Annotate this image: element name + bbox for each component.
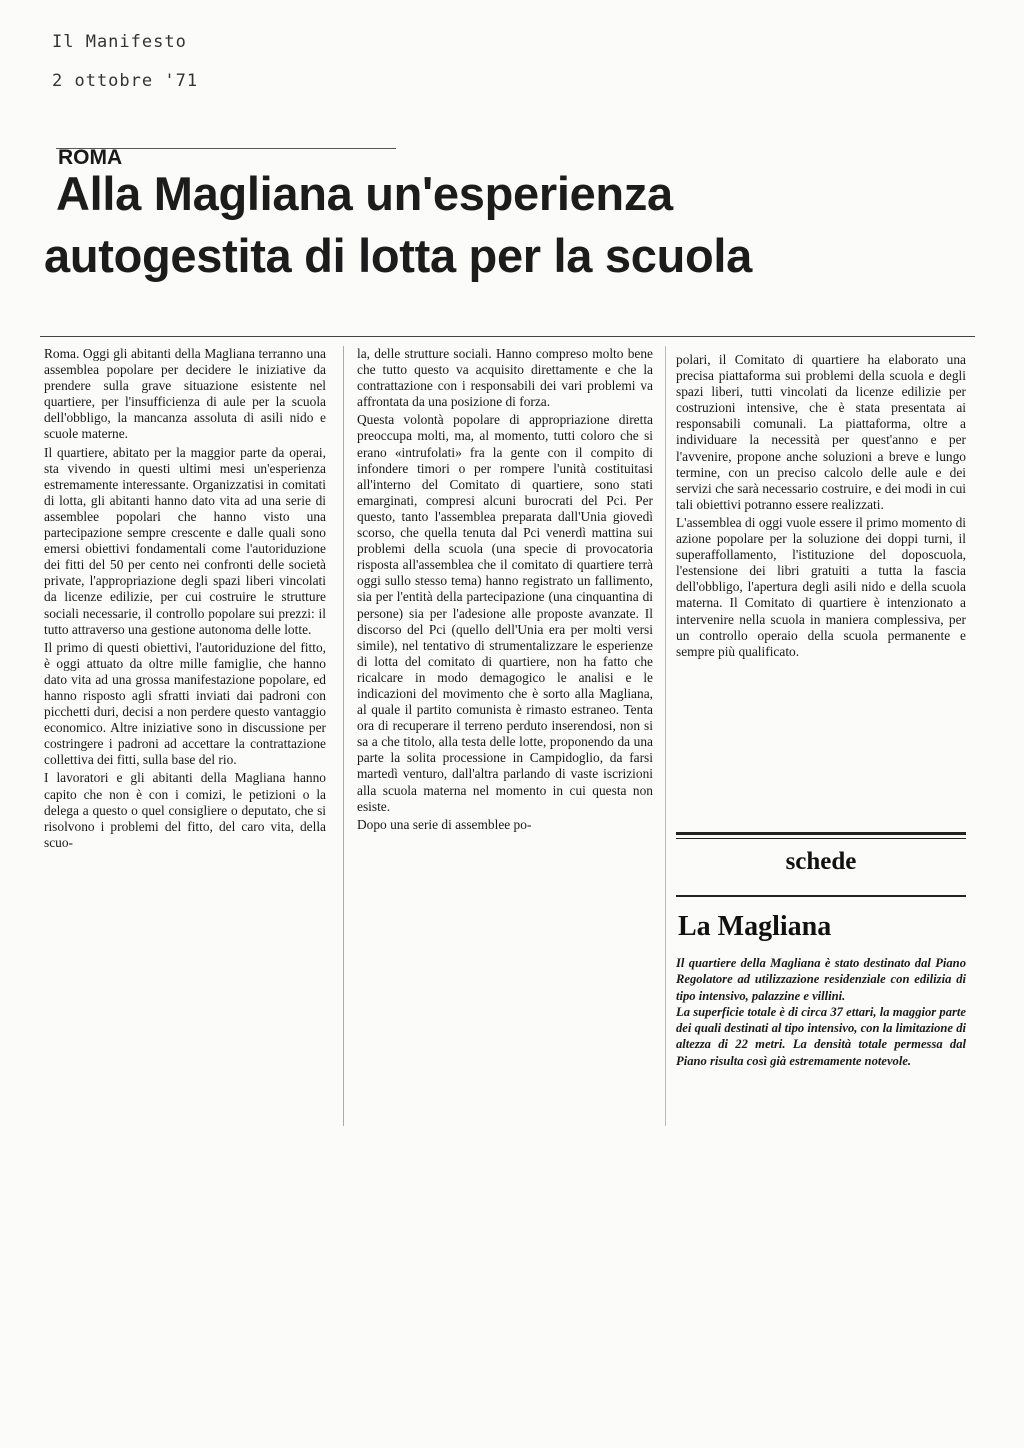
paragraph: Il quartiere, abitato per la maggior parte da operai, sta vivendo in questi ultimi mesi un'esperienza estremamente interessante. Organizzatisi in comitati di lotta, gli abitanti hanno dato vita ad una serie di assemblee popolari che hanno visto una partecipazione sempre crescente e dalle quali sono emersi obiettivi fondamentali come l'autoriduzione dei fitti del 50 per cento nei confronti delle società private, l'appropriazione degli spazi liberi vincolati da licenze edilizie, per cui costruire le strutture sociali necessarie, il controllo popolare sui prezzi: il tutto attraverso una gestione autonoma delle lotte. xyxy=(44,444,326,637)
column-divider xyxy=(665,346,666,1126)
section-label: ROMA xyxy=(58,146,123,169)
paragraph: Dopo una serie di assemblee po- xyxy=(357,816,532,832)
headline-line-2: autogestita di lotta per la scuola xyxy=(44,229,752,282)
paragraph: polari, il Comitato di quartiere ha elaborato una precisa piattaforma sui problemi della scuola e degli spazi liberi, tutti vincolati da licenze edilizie per costruzioni intensive, che è stata presentata ai responsabili comunali. La piattaforma, oltre a individuare la necessità per quest'anno e per l'avvenire, propone anche soluzioni a breve e lungo termine, con un preciso calcolo delle aule e dei servizi che sarà necessario costruire, e dei modi in cui tali obiettivi potranno essere realizzati. xyxy=(676,352,966,512)
clipping-date: 2 ottobre '71 xyxy=(52,71,199,91)
newspaper-name: Il Manifesto xyxy=(52,32,187,52)
article-column-2 xyxy=(357,346,653,835)
sidebar-rule-bottom xyxy=(676,895,966,897)
sidebar-paragraph: Il quartiere della Magliana è stato destinato dal Piano Regolatore ad utilizzazione residenziale con edilizia di tipo intensivo, palazzine e villini. xyxy=(676,956,966,1003)
article-column-1 xyxy=(44,346,326,853)
sidebar-label: schede xyxy=(785,848,857,875)
sidebar-title: La Magliana xyxy=(678,911,832,942)
headline-line-1: Alla Magliana un'esperienza xyxy=(56,167,673,220)
sidebar-text xyxy=(676,955,966,1069)
paragraph: L'assemblea di oggi vuole essere il primo momento di azione popolare per la soluzione dei doppi turni, il superaffollamento, l'istituzione del doposcuola, l'estensione dei libri gratuiti a tutta la fascia dell'obbligo, l'apertura degli asili nido e della scuola materna. Il Comitato di quartiere è intenzionato a intervenire nella scuola in maniera complessiva, per un controllo operaio della scuola permanente e sempre più qualificato. xyxy=(676,514,966,659)
paragraph: I lavoratori e gli abitanti della Magliana hanno capito che non è con i comizi, le petizioni o la delega a questo o quel consigliere o deputato, che si risolvono i problemi del fitto, del caro vita, della scuo- xyxy=(44,770,326,850)
paragraph: Il primo di questi obiettivi, l'autoriduzione del fitto, è oggi attuato da oltre mille famiglie, che hanno dato vita ad una grossa manifestazione popolare, ed hanno risposto agli sfratti inviati dai padroni con picchetti duri, decisi a non perdere questo vantaggio economico. Altre iniziative sono in discussione per costringere i padroni ad accettare la contrattazione collettiva dei fitti, sulla base del rio. xyxy=(44,639,326,768)
article-column-3 xyxy=(676,352,966,662)
headline-rule xyxy=(40,336,975,337)
paragraph: la, delle strutture sociali. Hanno compreso molto bene che tutto questo va acquisito direttamente e che la contrattazione con i responsabili dei vari problemi va affrontata da una posizione di forza. xyxy=(357,346,653,410)
sidebar-paragraph: La superficie totale è di circa 37 ettari, la maggior parte dei quali destinati al tipo intensivo, con la limitazione di altezza di 22 metri. La densità totale permessa dal Piano risulta così già estremamente notevole. xyxy=(676,1004,966,1068)
sidebar-rule-thick xyxy=(676,832,966,835)
paragraph: Roma. Oggi gli abitanti della Magliana terranno una assemblea popolare per decidere le iniziative da prendere sulla grave situazione esistente nel quartiere, per l'insufficienza di aule per la scuola dell'obbligo, la mancanza assoluta di asili nido e scuole materne. xyxy=(44,346,326,442)
paragraph: Questa volontà popolare di appropriazione diretta preoccupa molti, ma, al momento, tutti coloro che si erano «intrufolati» fra la gente con il compito di infondere timori o per rompere l'unità costituitasi all'interno del Comitato di quartiere, sono stati emarginati, compresi alcuni burocrati del Pci. Per questo, tanto l'assemblea preparata dall'Unia giovedì scorso, che quella tenuta dal Pci venerdì mattina sui problemi della scuola (una specie di provocatoria risposta all'assemblea che il comitato di quartiere terrà oggi sullo stesso tema) hanno registrato un fallimento, sia per l'entità della partecipazione (una cinquantina di persone) sia per l'adesione alle proposte avanzate. Il discorso del Pci (quello dell'Unia era per molti versi simile), nel tentativo di strumentalizzare le esperienze di lotta del comitato di quartiere, non ha fatto che ricalcare in modo demagogico le analisi e le indicazioni del movimento che è sorto alla Magliana, al quale il partito comunista è rimasto estraneo. Tenta ora di recuperare il terreno perduto inserendosi, non si sa a che titolo, alla testa delle lotte, proponendo da una parte la solita processione in Campidoglio, da farsi martedì venturo, dall'altra parlando di vaste iscrizioni alla scuola materna nel momento in cui questa non esiste. xyxy=(357,412,653,814)
sidebar-rule-thin xyxy=(676,838,966,839)
column-divider xyxy=(343,346,344,1126)
